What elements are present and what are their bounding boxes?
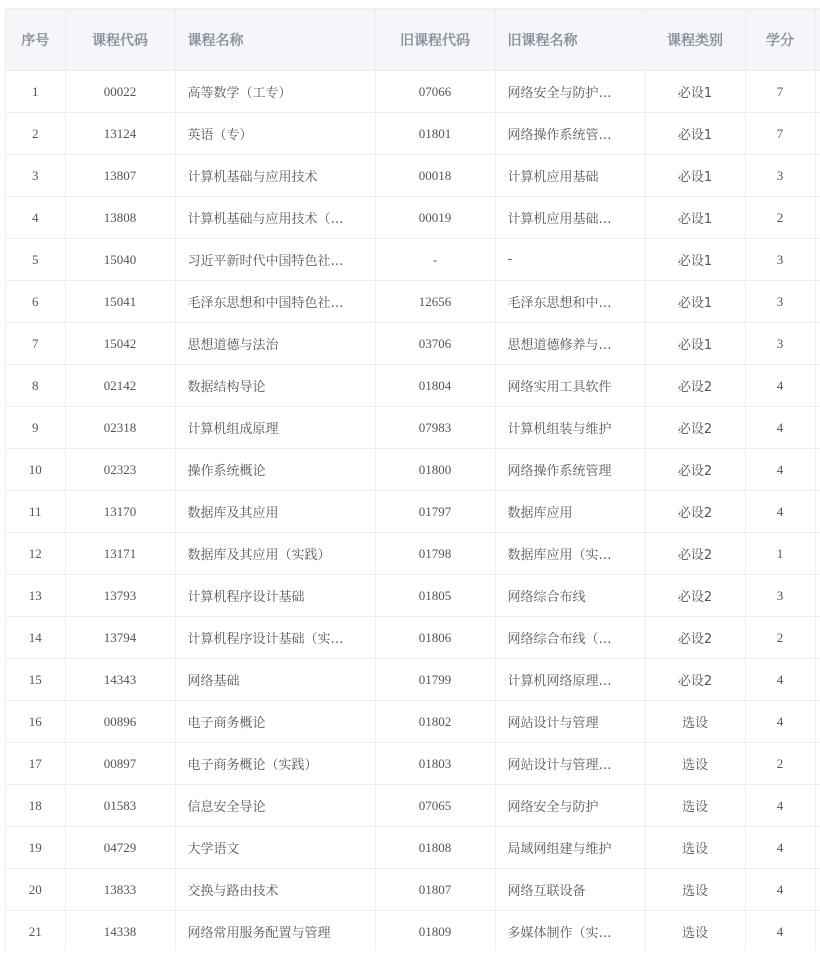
- cell-old-course-name: 计算机应用基础…: [495, 197, 645, 239]
- cell-extra: [815, 911, 820, 952]
- table-row[interactable]: [6, 827, 820, 869]
- cell-course-category: 必设2: [645, 449, 745, 491]
- cell-course-name: 计算机组成原理: [175, 407, 375, 449]
- cell-old-course-name: 网络综合布线（…: [495, 617, 645, 659]
- cell-index: 4: [6, 197, 65, 239]
- cell-course-name: 数据库及其应用（实践）: [175, 533, 375, 575]
- cell-old-course-name: 计算机网络原理…: [495, 659, 645, 701]
- table-body: [6, 71, 820, 952]
- cell-old-course-name: 网络安全与防护: [495, 785, 645, 827]
- cell-extra: [815, 491, 820, 533]
- cell-course-category: 必设1: [645, 239, 745, 281]
- cell-index: 15: [6, 659, 65, 701]
- cell-extra: [815, 323, 820, 365]
- cell-credits: 4: [745, 827, 815, 869]
- cell-old-course-code: 03706: [375, 323, 495, 365]
- cell-index: 17: [6, 743, 65, 785]
- cell-index: 14: [6, 617, 65, 659]
- cell-course-code: 02318: [65, 407, 175, 449]
- table-row[interactable]: [6, 323, 820, 365]
- cell-course-name: 计算机程序设计基础: [175, 575, 375, 617]
- cell-course-category: 必设1: [645, 155, 745, 197]
- cell-course-code: 14338: [65, 911, 175, 952]
- table-header-row: [6, 9, 820, 71]
- cell-old-course-name: -: [495, 239, 645, 281]
- cell-course-code: 13171: [65, 533, 175, 575]
- cell-credits: 4: [745, 911, 815, 952]
- cell-credits: 3: [745, 281, 815, 323]
- table-row[interactable]: [6, 575, 820, 617]
- cell-course-code: 13793: [65, 575, 175, 617]
- cell-course-name: 大学语文: [175, 827, 375, 869]
- table-row[interactable]: [6, 281, 820, 323]
- header-old-course-code[interactable]: 旧课程代码: [375, 9, 495, 71]
- cell-course-name: 计算机基础与应用技术: [175, 155, 375, 197]
- cell-credits: 3: [745, 323, 815, 365]
- cell-old-course-code: 01803: [375, 743, 495, 785]
- cell-credits: 4: [745, 491, 815, 533]
- cell-course-category: 必设1: [645, 281, 745, 323]
- cell-course-name: 计算机程序设计基础（实…: [175, 617, 375, 659]
- cell-credits: 2: [745, 197, 815, 239]
- cell-old-course-code: 01809: [375, 911, 495, 952]
- cell-old-course-code: 01797: [375, 491, 495, 533]
- cell-old-course-code: 00019: [375, 197, 495, 239]
- cell-old-course-code: 07983: [375, 407, 495, 449]
- table-row[interactable]: [6, 533, 820, 575]
- cell-course-code: 13794: [65, 617, 175, 659]
- cell-course-code: 13124: [65, 113, 175, 155]
- cell-old-course-name: 网络互联设备: [495, 869, 645, 911]
- cell-course-category: 必设2: [645, 575, 745, 617]
- cell-extra: [815, 197, 820, 239]
- cell-old-course-code: 00018: [375, 155, 495, 197]
- cell-index: 5: [6, 239, 65, 281]
- cell-extra: [815, 239, 820, 281]
- cell-credits: 7: [745, 113, 815, 155]
- cell-course-name: 操作系统概论: [175, 449, 375, 491]
- cell-course-category: 选设: [645, 701, 745, 743]
- cell-course-name: 电子商务概论（实践）: [175, 743, 375, 785]
- cell-old-course-name: 数据库应用（实…: [495, 533, 645, 575]
- header-index[interactable]: 序号: [6, 9, 65, 71]
- cell-old-course-name: 计算机应用基础: [495, 155, 645, 197]
- cell-course-name: 信息安全导论: [175, 785, 375, 827]
- cell-course-category: 必设2: [645, 365, 745, 407]
- cell-index: 7: [6, 323, 65, 365]
- table-row[interactable]: [6, 869, 820, 911]
- cell-course-name: 习近平新时代中国特色社…: [175, 239, 375, 281]
- cell-course-code: 04729: [65, 827, 175, 869]
- cell-old-course-name: 思想道德修养与…: [495, 323, 645, 365]
- course-table-container: [5, 8, 820, 951]
- cell-old-course-code: 01805: [375, 575, 495, 617]
- table-row[interactable]: [6, 197, 820, 239]
- table-row[interactable]: [6, 491, 820, 533]
- cell-course-code: 13807: [65, 155, 175, 197]
- cell-course-code: 00022: [65, 71, 175, 113]
- cell-credits: 2: [745, 743, 815, 785]
- cell-index: 16: [6, 701, 65, 743]
- header-credits[interactable]: 学分: [745, 9, 815, 71]
- cell-index: 12: [6, 533, 65, 575]
- cell-old-course-name: 网站设计与管理: [495, 701, 645, 743]
- cell-old-course-code: 01801: [375, 113, 495, 155]
- cell-course-name: 网络常用服务配置与管理: [175, 911, 375, 952]
- cell-old-course-code: 07065: [375, 785, 495, 827]
- cell-old-course-name: 毛泽东思想和中…: [495, 281, 645, 323]
- table-row[interactable]: [6, 449, 820, 491]
- cell-old-course-name: 多媒体制作（实…: [495, 911, 645, 952]
- table-row[interactable]: [6, 407, 820, 449]
- table-row[interactable]: [6, 617, 820, 659]
- cell-extra: [815, 575, 820, 617]
- cell-course-code: 02142: [65, 365, 175, 407]
- cell-index: 3: [6, 155, 65, 197]
- cell-extra: [815, 743, 820, 785]
- cell-credits: 2: [745, 617, 815, 659]
- table-row[interactable]: [6, 155, 820, 197]
- cell-credits: 4: [745, 869, 815, 911]
- cell-old-course-code: -: [375, 239, 495, 281]
- header-course-code[interactable]: 课程代码: [65, 9, 175, 71]
- cell-credits: 4: [745, 407, 815, 449]
- header-course-name[interactable]: 课程名称: [175, 9, 375, 71]
- cell-extra: [815, 449, 820, 491]
- cell-old-course-code: 01806: [375, 617, 495, 659]
- cell-course-code: 13833: [65, 869, 175, 911]
- cell-course-code: 13808: [65, 197, 175, 239]
- cell-extra: [815, 71, 820, 113]
- cell-old-course-code: 01807: [375, 869, 495, 911]
- cell-index: 6: [6, 281, 65, 323]
- table-row[interactable]: [6, 71, 820, 113]
- cell-extra: [815, 617, 820, 659]
- table-row[interactable]: [6, 743, 820, 785]
- cell-course-category: 必设1: [645, 113, 745, 155]
- cell-course-category: 必设2: [645, 533, 745, 575]
- cell-extra: [815, 113, 820, 155]
- cell-credits: 3: [745, 239, 815, 281]
- cell-course-name: 英语（专）: [175, 113, 375, 155]
- cell-old-course-code: 01808: [375, 827, 495, 869]
- cell-old-course-name: 网络实用工具软件: [495, 365, 645, 407]
- cell-course-category: 选设: [645, 785, 745, 827]
- cell-course-category: 必设2: [645, 659, 745, 701]
- cell-extra: [815, 155, 820, 197]
- cell-course-category: 必设2: [645, 407, 745, 449]
- table-row[interactable]: [6, 701, 820, 743]
- cell-course-name: 数据库及其应用: [175, 491, 375, 533]
- cell-course-name: 电子商务概论: [175, 701, 375, 743]
- cell-credits: 4: [745, 701, 815, 743]
- header-extra: [815, 9, 820, 71]
- cell-course-code: 15041: [65, 281, 175, 323]
- cell-course-name: 毛泽东思想和中国特色社…: [175, 281, 375, 323]
- cell-extra: [815, 407, 820, 449]
- cell-old-course-name: 计算机组装与维护: [495, 407, 645, 449]
- cell-course-category: 必设1: [645, 323, 745, 365]
- cell-course-code: 00896: [65, 701, 175, 743]
- cell-course-category: 必设1: [645, 71, 745, 113]
- cell-course-code: 15040: [65, 239, 175, 281]
- cell-credits: 3: [745, 575, 815, 617]
- cell-index: 1: [6, 71, 65, 113]
- cell-course-category: 必设1: [645, 197, 745, 239]
- cell-course-code: 14343: [65, 659, 175, 701]
- cell-course-name: 思想道德与法治: [175, 323, 375, 365]
- cell-old-course-name: 网络安全与防护…: [495, 71, 645, 113]
- cell-course-name: 计算机基础与应用技术（…: [175, 197, 375, 239]
- cell-extra: [815, 785, 820, 827]
- cell-extra: [815, 659, 820, 701]
- cell-index: 11: [6, 491, 65, 533]
- cell-index: 18: [6, 785, 65, 827]
- cell-course-code: 01583: [65, 785, 175, 827]
- cell-index: 9: [6, 407, 65, 449]
- table-row[interactable]: [6, 659, 820, 701]
- cell-extra: [815, 701, 820, 743]
- cell-old-course-name: 网络综合布线: [495, 575, 645, 617]
- cell-course-code: 15042: [65, 323, 175, 365]
- cell-extra: [815, 869, 820, 911]
- cell-course-name: 网络基础: [175, 659, 375, 701]
- cell-course-category: 选设: [645, 827, 745, 869]
- cell-index: 2: [6, 113, 65, 155]
- cell-course-name: 数据结构导论: [175, 365, 375, 407]
- course-table: [6, 9, 820, 951]
- cell-extra: [815, 365, 820, 407]
- table-row[interactable]: [6, 239, 820, 281]
- cell-old-course-code: 01800: [375, 449, 495, 491]
- cell-credits: 7: [745, 71, 815, 113]
- cell-course-code: 02323: [65, 449, 175, 491]
- cell-credits: 4: [745, 449, 815, 491]
- cell-credits: 4: [745, 659, 815, 701]
- cell-old-course-code: 01798: [375, 533, 495, 575]
- cell-index: 8: [6, 365, 65, 407]
- table-row[interactable]: [6, 911, 820, 952]
- cell-extra: [815, 281, 820, 323]
- cell-old-course-code: 12656: [375, 281, 495, 323]
- table-row[interactable]: [6, 785, 820, 827]
- header-course-category[interactable]: 课程类别: [645, 9, 745, 71]
- cell-index: 13: [6, 575, 65, 617]
- cell-extra: [815, 827, 820, 869]
- cell-old-course-name: 网络操作系统管理: [495, 449, 645, 491]
- cell-course-category: 必设2: [645, 617, 745, 659]
- cell-index: 10: [6, 449, 65, 491]
- cell-old-course-code: 01804: [375, 365, 495, 407]
- cell-old-course-code: 01799: [375, 659, 495, 701]
- cell-old-course-name: 网站设计与管理…: [495, 743, 645, 785]
- cell-credits: 1: [745, 533, 815, 575]
- cell-old-course-code: 01802: [375, 701, 495, 743]
- table-row[interactable]: [6, 113, 820, 155]
- cell-credits: 3: [745, 155, 815, 197]
- cell-old-course-name: 网络操作系统管…: [495, 113, 645, 155]
- cell-index: 20: [6, 869, 65, 911]
- cell-course-name: 交换与路由技术: [175, 869, 375, 911]
- cell-credits: 4: [745, 785, 815, 827]
- cell-index: 21: [6, 911, 65, 952]
- cell-course-category: 选设: [645, 911, 745, 952]
- cell-course-name: 高等数学（工专）: [175, 71, 375, 113]
- cell-credits: 4: [745, 365, 815, 407]
- header-old-course-name[interactable]: 旧课程名称: [495, 9, 645, 71]
- cell-old-course-code: 07066: [375, 71, 495, 113]
- cell-old-course-name: 局域网组建与维护: [495, 827, 645, 869]
- table-row[interactable]: [6, 365, 820, 407]
- cell-course-code: 00897: [65, 743, 175, 785]
- cell-course-category: 选设: [645, 743, 745, 785]
- cell-course-category: 必设2: [645, 491, 745, 533]
- cell-course-code: 13170: [65, 491, 175, 533]
- cell-course-category: 选设: [645, 869, 745, 911]
- cell-index: 19: [6, 827, 65, 869]
- cell-extra: [815, 533, 820, 575]
- cell-old-course-name: 数据库应用: [495, 491, 645, 533]
